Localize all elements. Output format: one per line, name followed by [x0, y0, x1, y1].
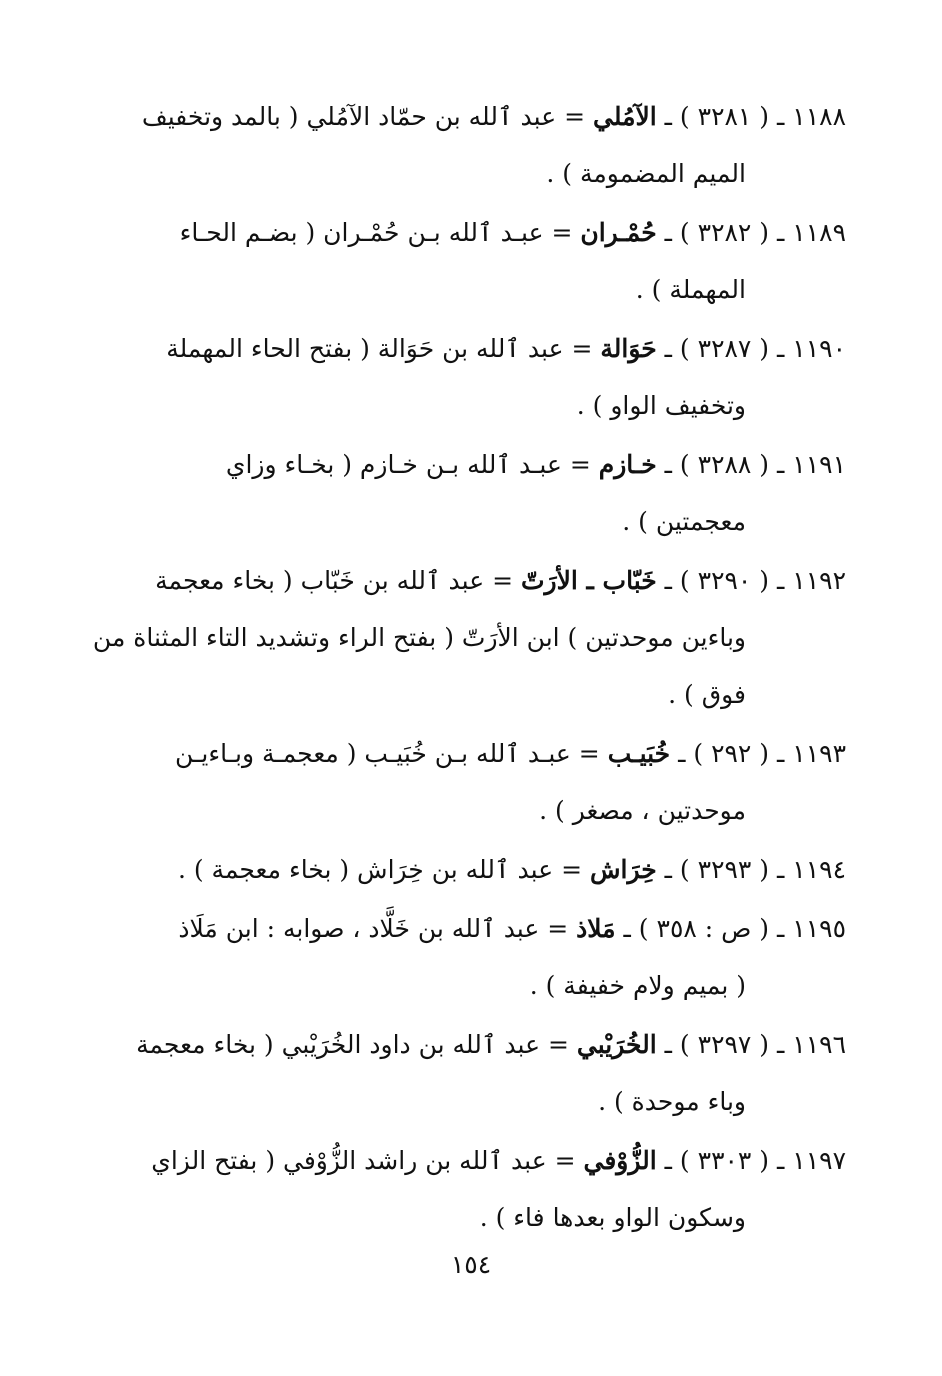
entry-text: = عبد ٱلله بن حَوَالة ( بفتح الحاء المهملة	[166, 334, 593, 363]
entry-first-line	[80, 204, 846, 261]
entry-name: الزُّوْفي	[583, 1146, 657, 1175]
entry-text: = عبـد ٱلله بـن خُبَيـب ( معجمـة وبـاءيـن	[175, 739, 600, 768]
entry-name: الخُرَيْبي	[576, 1030, 657, 1059]
entry-continuation: وباءين موحدتين ) ابن الأرَتّ ( بفتح الراء وتشديد التاء المثناة من	[92, 623, 746, 652]
entry-continuation: معجمتين ) .	[622, 507, 746, 536]
entry-continuation: الميم المضمومة ) .	[546, 159, 746, 188]
entry-number: ١١٩٤ ـ ( ٣٢٩٣ ) ـ	[664, 855, 846, 884]
entry-1190	[80, 320, 846, 434]
entry-first-line	[80, 552, 846, 609]
entry-continuation: وسكون الواو بعدها فاء ) .	[479, 1203, 746, 1232]
entry-first-line	[80, 88, 846, 145]
entry-name: خُبَيـب	[607, 739, 671, 768]
entry-name: خِرَاش	[589, 855, 657, 884]
entry-number: ١١٩٧ ـ ( ٣٣٠٣ ) ـ	[664, 1146, 846, 1175]
entry-name: الآمُلي	[592, 102, 657, 131]
entry-text: = عبد ٱلله بن راشد الزُّوْفي ( بفتح الزاي	[151, 1146, 576, 1175]
entry-number: ١١٩٠ ـ ( ٣٢٨٧ ) ـ	[664, 334, 846, 363]
entry-continuation: فوق ) .	[668, 680, 746, 709]
entry-first-line	[80, 1016, 846, 1073]
entry-first-line	[80, 320, 846, 377]
entry-text: = عبـد ٱلله بـن خـازم ( بخـاء وزاي	[225, 450, 591, 479]
entry-1196	[80, 1016, 846, 1130]
entry-first-line	[80, 436, 846, 493]
entry-continuation: وباء موحدة ) .	[598, 1087, 746, 1116]
page-number: ١٥٤	[450, 1250, 492, 1279]
entry-1197	[80, 1132, 846, 1246]
entry-text: = عبد ٱلله بن خَلَّاد ، صوابه : ابن مَلَاذ	[178, 914, 569, 943]
entry-name: خَبّاب ـ الأرَتّ	[521, 566, 657, 595]
entry-number: ١١٨٨ ـ ( ٣٢٨١ ) ـ	[664, 102, 846, 131]
entry-name: حُمْـران	[580, 218, 657, 247]
entry-1191	[80, 436, 846, 550]
entry-1189	[80, 204, 846, 318]
entry-1195	[80, 900, 846, 1014]
entry-continuation: وتخفيف الواو ) .	[576, 391, 746, 420]
entry-first-line	[80, 1132, 846, 1189]
entry-first-line	[80, 725, 846, 782]
entry-number: ١١٩٥ ـ ( ص : ٣٥٨ ) ـ	[623, 914, 846, 943]
entry-number: ١١٩٢ ـ ( ٣٢٩٠ ) ـ	[664, 566, 846, 595]
entry-text: = عبد ٱلله بن حمّاد الآمُلي ( بالمد وتخفيف	[141, 102, 586, 131]
entry-continuation: ( بميم ولام خفيفة ) .	[529, 971, 746, 1000]
document-body	[80, 88, 846, 1248]
entry-number: ١١٨٩ ـ ( ٣٢٨٢ ) ـ	[664, 218, 846, 247]
entry-first-line	[80, 900, 846, 957]
entry-1194	[80, 841, 846, 898]
entry-number: ١١٩١ ـ ( ٣٢٨٨ ) ـ	[664, 450, 846, 479]
entry-text: = عبد ٱلله بن داود الخُرَيْبي ( بخاء معجمة	[136, 1030, 569, 1059]
entry-1193	[80, 725, 846, 839]
entry-text: = عبد ٱلله بن خِرَاش ( بخاء معجمة ) .	[177, 855, 583, 884]
entry-number: ١١٩٦ ـ ( ٣٢٩٧ ) ـ	[664, 1030, 846, 1059]
entry-first-line	[80, 841, 846, 898]
entry-text: = عبد ٱلله بن خَبّاب ( بخاء معجمة	[155, 566, 514, 595]
entry-1188	[80, 88, 846, 202]
entry-name: حَوَالة	[600, 334, 657, 363]
entry-name: خـازم	[598, 450, 657, 479]
entry-continuation: المهملة ) .	[635, 275, 746, 304]
entry-continuation: موحدتين ، مصغر ) .	[539, 796, 746, 825]
entry-number: ١١٩٣ ـ ( ٢٩٢ ) ـ	[678, 739, 846, 768]
entry-text: = عبـد ٱلله بـن حُمْـران ( بضـم الحـاء	[179, 218, 573, 247]
entry-name: مَلاذ	[576, 914, 616, 943]
entry-1192	[80, 552, 846, 723]
